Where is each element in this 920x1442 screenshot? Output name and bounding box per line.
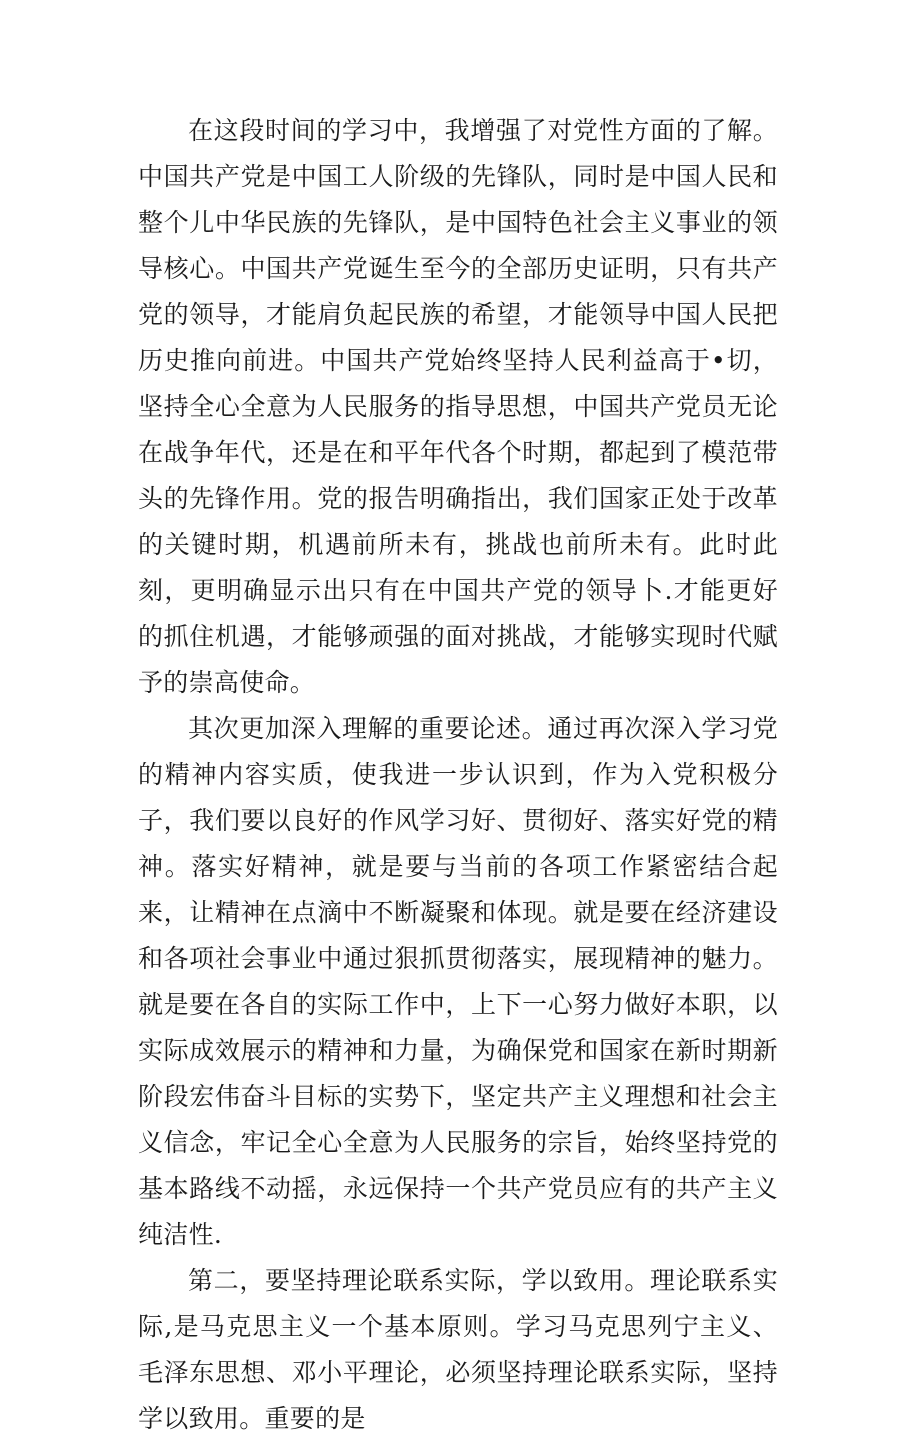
paragraph-party-understanding: 在这段时间的学习中，我增强了对党性方面的了解。中国共产党是中国工人阶级的先锋队，同时是中国人民和整个儿中华民族的先锋队，是中国特色社会主义事业的领导核心。中国共产党诞生至今的全部历史证明，只有共产党的领导，才能肩负起民族的希望，才能领导中国人民把历史推向前进。中国共产党始终坚持人民利益高于•切，坚持全心全意为人民服务的指导思想，中国共产党员无论在战争年代，还是在和平年代各个时期，都起到了模范带头的先锋作用。党的报告明确指出，我们国家正处于改革的关键时期，机遇前所未有，挑战也前所未有。此时此刻，更明确显示出只有在中国共产党的领导卜.才能更好的抓住机遇，才能够顽强的面对挑战，才能够实现时代赋予的崇高使命。	[138, 116, 778, 697]
paragraph-deeper-understanding: 其次更加深入理解的重要论述。通过再次深入学习党的精神内容实质，使我进一步认识到，作为入党积极分子，我们要以良好的作风学习好、贯彻好、落实好党的精神。落实好精神，就是要与当前的各项工作紧密结合起来，让精神在点滴中不断凝聚和体现。就是要在经济建设和各项社会事业中通过狠抓贯彻落实，展现精神的魅力。就是要在各自的实际工作中，上下一心努力做好本职，以实际成效展示的精神和力量，为确保党和国家在新时期新阶段宏伟奋斗目标的实势下，坚定共产主义理想和社会主义信念，牢记全心全意为人民服务的宗旨，始终坚持党的基本路线不动摇，永远保持一个共产党员应有的共产主义纯洁性.	[138, 714, 778, 1249]
paragraph-theory-practice: 第二，要坚持理论联系实际，学以致用。理论联系实际,是马克思主义一个基本原则。学习马克思列宁主义、毛泽东思想、邓小平理论，必须坚持理论联系实际，坚持学以致用。重要的是	[138, 1266, 778, 1433]
document-body	[138, 108, 778, 1442]
